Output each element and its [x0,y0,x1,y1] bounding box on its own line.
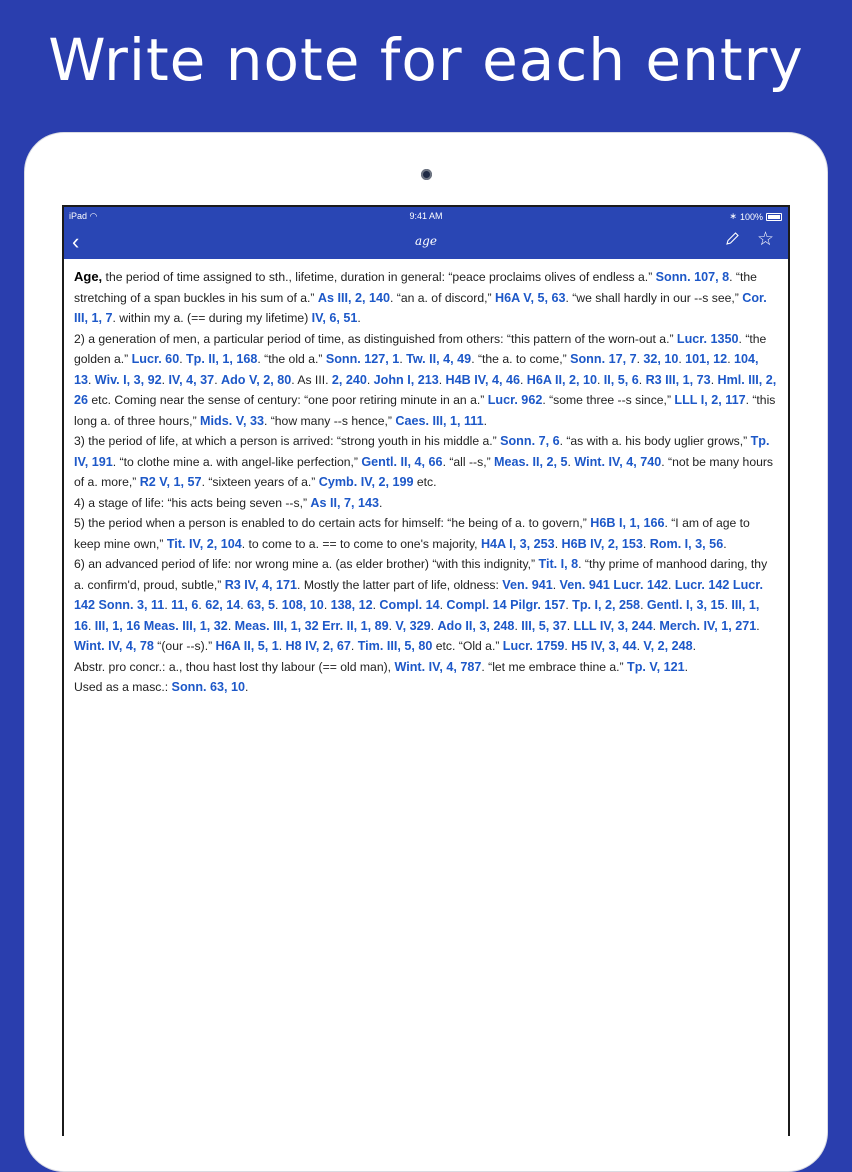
reference-link[interactable]: Sonn. 17, 7 [570,352,637,366]
definition-text: . [275,598,282,612]
definition-text: . [692,639,696,653]
reference-link[interactable]: Wint. IV, 4, 740 [574,454,662,469]
status-bar [64,207,788,225]
entry-paragraph [74,657,778,678]
reference-link[interactable]: 104, 13 [74,352,759,387]
definition-text: Abstr. pro concr.: a., thou hast lost thy labour (== old man), [74,659,395,674]
reference-link[interactable]: LLL IV, 3, 244 [573,618,653,633]
reference-link[interactable]: Sonn. 127, 1 [325,352,400,366]
definition-text: . [564,639,572,653]
reference-link[interactable]: Wint. IV, 4, 78 [74,639,154,653]
definition-text: etc. [413,475,437,489]
reference-link[interactable]: Tit. I, 8 [538,557,579,571]
reference-link[interactable]: R2 V, 1, 57 [139,475,202,489]
definition-text: etc. Coming near the sense of century: “one poor retiring minute in an a.” [88,393,488,407]
definition-text: . [161,372,169,387]
reference-link[interactable]: H6A II, 2, 10 [526,372,597,387]
bookmark-star-icon[interactable]: ☆ [756,229,774,250]
definition-text: . within my a. (== during my lifetime) [112,311,312,325]
reference-link[interactable]: Caes. III, 1, 111 [395,413,484,428]
reference-link[interactable]: V, 2, 248 [643,639,693,653]
definition-text: . [554,536,562,551]
definition-text: . [198,598,206,612]
definition-text: . [652,618,660,633]
reference-link[interactable]: Tit. IV, 2, 104 [166,536,242,551]
reference-link[interactable]: Tp. I, 2, 258 [572,598,641,612]
reference-link[interactable]: As III, 2, 140 [317,290,390,305]
definition-text: 2) a generation of men, a particular period of time, as distinguished from others: “this pattern of the worn-out a.” [74,331,677,346]
definition-text: the period of time assigned to sth., lifetime, duration in general: “peace proclaims olives of endless a.” [102,270,656,284]
definition-text: . [636,639,644,653]
definition-text: . [638,372,646,387]
definition-text: . [227,618,235,633]
definition-text: . [483,413,487,428]
definition-text: . “all --s,” [442,454,495,469]
reference-link[interactable]: Wint. IV, 4, 787 [394,659,482,674]
definition-text: . “to clothe mine a. with angel-like perfection,” [112,454,362,469]
reference-link[interactable]: Ven. 941 Lucr. 142 [559,577,669,592]
reference-link[interactable]: Meas. III, 1, 32 Err. II, 1, 89 [234,618,389,633]
definition-text: . As III. [291,372,332,387]
battery-percent: 100% [739,211,763,222]
reference-link[interactable]: 32, 10 [643,352,679,366]
definition-text: . [438,372,446,387]
reference-link[interactable]: V, 329 [395,618,431,633]
definition-text: . [278,639,286,653]
reference-link[interactable]: John I, 213 [373,372,439,387]
reference-link[interactable]: 63, 5 [247,598,276,612]
definition-text: . [710,372,718,387]
battery-icon [766,213,782,221]
reference-link[interactable]: Lucr. 1759 [502,639,565,653]
reference-link[interactable]: H6A II, 5, 1 [215,639,279,653]
definition-text: . “the old a.” [257,352,326,366]
definition-text: . [668,577,675,592]
reference-link[interactable]: Ado V, 2, 80 [220,372,292,387]
reference-link[interactable]: 138, 12 [330,598,373,612]
reference-link[interactable]: 101, 12 [685,352,728,366]
definition-text: . [357,311,361,325]
definition-text: . [88,372,95,387]
reference-link[interactable]: 62, 14 [205,598,241,612]
definition-text: . [684,659,689,674]
reference-link[interactable]: Meas. II, 2, 5 [494,454,568,469]
reference-link[interactable]: Sonn. 7, 6 [500,434,560,448]
definition-text: . [597,372,604,387]
definition-text: . “an a. of discord,” [389,290,495,305]
definition-text: 6) an advanced period of life: nor wrong mine a. (as elder brother) “with this indignity,” [74,557,539,571]
definition-text: . [245,680,249,694]
dictionary-entry-body [64,259,788,698]
reference-link[interactable]: Mids. V, 33 [200,413,264,428]
reference-link[interactable]: II, 5, 6 [603,372,639,387]
reference-link[interactable]: H4B IV, 4, 46 [445,372,520,387]
reference-link[interactable]: R3 IV, 4, 171 [224,577,298,592]
definition-text: 5) the period when a person is enabled to do certain acts for himself: “he being of a. to govern,” [74,516,591,530]
definition-text: . [724,598,732,612]
reference-link[interactable]: Wiv. I, 3, 92 [94,372,162,387]
definition-text: . [350,639,358,653]
reference-link[interactable]: Ado II, 3, 248 [437,618,515,633]
definition-text: . [88,618,95,633]
reference-link[interactable]: Sonn. 107, 8 [655,270,730,284]
definition-text: . “the golden a.” [74,331,767,366]
definition-text: . [566,618,574,633]
status-right [729,211,782,222]
reference-link[interactable]: 11, 6 [171,598,199,612]
definition-text: . [164,598,172,612]
entry-paragraph [74,493,778,514]
reference-link[interactable]: As II, 7, 143 [310,495,380,510]
entry-title: age [415,234,437,248]
reference-link[interactable]: Gentl. I, 3, 15 [646,598,725,612]
definition-text: . [552,577,560,592]
definition-text: . “thy prime of manhood daring, thy a. confirm'd, proud, subtle,” [74,557,768,592]
definition-text: 4) a stage of life: “his acts being seven --s,” [74,495,311,510]
reference-link[interactable]: Cor. III, 1, 7 [74,290,767,325]
definition-text: . [723,536,727,551]
definition-text: 3) the period of life, at which a person is arrived: “strong youth in his middle a.” [74,434,501,448]
reference-link[interactable]: H6A V, 5, 63 [494,290,566,305]
reference-link[interactable]: IV, 4, 37 [168,372,215,387]
reference-link[interactable]: Tp. V, 121 [627,659,685,674]
reference-link[interactable]: Merch. IV, 1, 271 [659,618,757,633]
definition-text: . Mostly the latter part of life, oldness: [297,577,503,592]
definition-text: . [514,618,522,633]
reference-link[interactable]: Rom. I, 3, 56 [649,536,724,551]
definition-text: . [640,598,647,612]
reference-link[interactable]: IV, 6, 51 [311,311,358,325]
reference-link[interactable]: III, 5, 37 [521,618,567,633]
definition-text: . [636,352,644,366]
reference-link[interactable]: 108, 10 [281,598,324,612]
definition-text: . “how many --s hence,” [263,413,396,428]
definition-text: . [439,598,447,612]
definition-text: . [567,454,575,469]
reference-link[interactable]: Lucr. 60 [131,352,180,366]
entry-paragraph [74,431,778,493]
definition-text: . “as with a. his body uglier grows,” [559,434,751,448]
reference-link[interactable]: Lucr. 142 Lucr. 142 Sonn. 3, 11 [74,577,764,612]
reference-link[interactable]: Lucr. 1350 [676,331,739,346]
entry-paragraph [74,513,778,554]
reference-link[interactable]: Gentl. II, 4, 66 [361,454,443,469]
reference-link[interactable]: H8 IV, 2, 67 [285,639,351,653]
entry-paragraph [74,554,778,657]
headword: Age, [74,269,103,284]
bluetooth-icon: ∗ [729,211,737,221]
definition-text: . “we shall hardly in our --s see,” [565,290,743,305]
entry-paragraph [74,267,778,329]
definition-text: . “not be many hours of a. more,” [74,454,774,489]
front-camera [421,169,432,180]
definition-text: . [642,536,650,551]
reference-link[interactable]: Tp. II, 1, 168 [185,352,258,366]
definition-text: . [379,495,383,510]
definition-text: . [399,352,407,366]
definition-text: . [519,372,527,387]
definition-text: . [366,372,374,387]
definition-text: etc. “Old a.” [432,639,503,653]
definition-text: . “I am of age to keep mine own,” [74,516,750,551]
definition-text: . [430,618,438,633]
reference-link[interactable]: H5 IV, 3, 44 [571,639,637,653]
edit-note-pencil-icon[interactable] [724,231,740,252]
reference-link[interactable]: Ven. 941 [502,577,553,592]
reference-link[interactable]: Tp. IV, 191 [74,434,770,469]
reference-link[interactable]: Tw. II, 4, 49 [406,352,472,366]
definition-text: . [565,598,573,612]
back-chevron-icon[interactable]: ‹ [72,229,80,254]
definition-text: . [179,352,186,366]
definition-text: Used as a masc.: [74,680,172,694]
reference-link[interactable]: Compl. 14 [379,598,440,612]
reference-link[interactable]: H4A I, 3, 253 [480,536,555,551]
reference-link[interactable]: III, 1, 16 Meas. III, 1, 32 [94,618,228,633]
reference-link[interactable]: Sonn. 63, 10 [171,680,246,694]
app-screen [62,205,790,1136]
wifi-icon: ◠ [89,211,98,221]
definition-text: . “some three --s since,” [542,393,675,407]
reference-link[interactable]: Hml. III, 2, 26 [74,372,777,407]
reference-link[interactable]: LLL I, 2, 117 [674,393,746,407]
reference-link[interactable]: Cymb. IV, 2, 199 [318,475,414,489]
definition-text: . “this long a. of three hours,” [74,393,776,428]
definition-text: “(our --s).” [153,639,216,653]
entry-paragraph [74,677,778,698]
definition-text: . “the a. to come,” [471,352,571,366]
reference-link[interactable]: H6B IV, 2, 153 [561,536,643,551]
reference-link[interactable]: Lucr. 962 [487,393,543,407]
definition-text: . [240,598,247,612]
definition-text: . [727,352,734,366]
definition-text: . [372,598,380,612]
definition-text: . [323,598,331,612]
definition-text: . “let me embrace thine a.” [481,659,627,674]
reference-link[interactable]: Compl. 14 Pilgr. 157 [446,598,566,612]
reference-link[interactable]: III, 1, 16 [74,598,760,633]
promo-headline: Write note for each entry [48,26,804,94]
definition-text: . [214,372,221,387]
definition-text: . [388,618,396,633]
definition-text: . to come to a. == to come to one's majority, [241,536,481,551]
reference-link[interactable]: Tim. III, 5, 80 [357,639,433,653]
reference-link[interactable]: R3 III, 1, 73 [645,372,711,387]
device-label: iPad [69,211,88,221]
definition-text: . “sixteen years of a.” [201,475,319,489]
definition-text: . [756,618,760,633]
entry-paragraph [74,329,778,432]
reference-link[interactable]: 2, 240 [331,372,367,387]
navigation-bar [64,225,788,259]
status-time: 9:41 AM [409,211,443,221]
definition-text: . [678,352,686,366]
definition-text: . “the stretching of a span buckles in his sum of a.” [74,270,757,305]
reference-link[interactable]: H6B I, 1, 166 [590,516,665,530]
